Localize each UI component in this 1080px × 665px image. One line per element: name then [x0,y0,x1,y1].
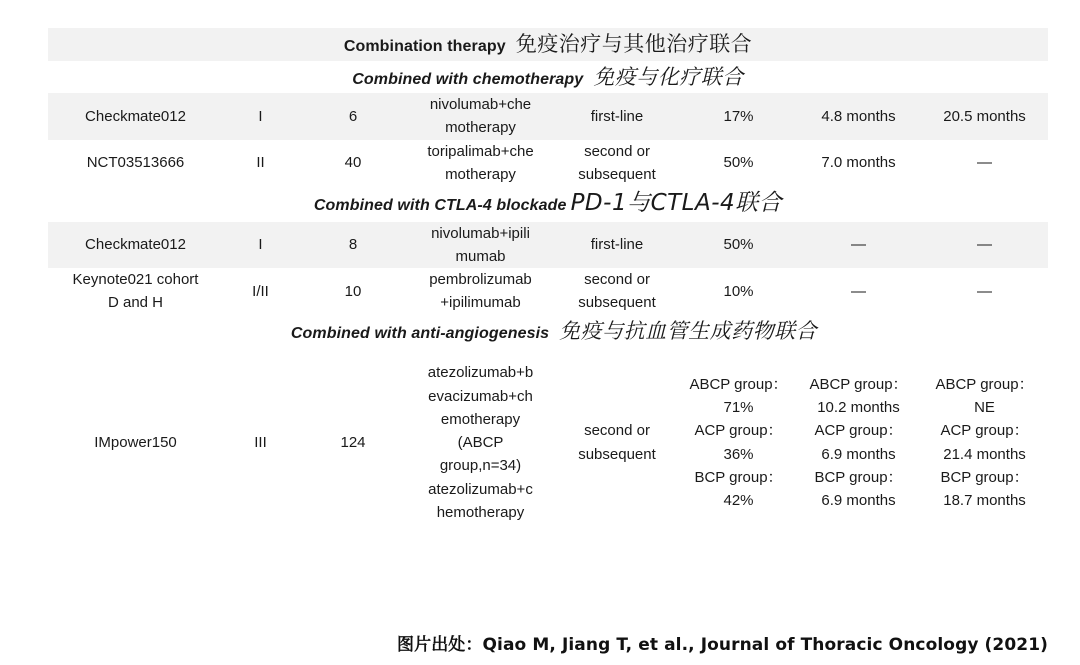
table-row [48,268,1048,315]
orr-text: BCP group： [694,468,783,486]
cell-line [553,268,681,315]
cell-orr [681,140,796,187]
regimen-line: +ipilimumab [440,294,521,312]
os-text: 20.5 months [943,107,1026,125]
os-text: — [977,236,993,254]
cell-orr [681,222,796,269]
cell-pfs [796,93,921,140]
trial-line: D and H [107,294,164,312]
section-label-cn: 免疫与化疗联合 [593,64,744,89]
regimen-line: atezolizumab+c [428,480,533,498]
os-text: BCP group： [940,468,1029,486]
pfs-text: BCP group： [814,468,903,486]
cell-line [553,140,681,187]
cell-orr [681,268,796,315]
orr-text: 42% [723,492,754,510]
table-row [48,93,1048,140]
cell-regimen [408,347,553,538]
cell-trial [48,268,223,315]
pfs-text: ABCP group： [809,375,908,393]
section-header-row [48,61,1048,94]
cell-pfs [796,347,921,538]
regimen-line: motherapy [445,119,516,137]
section-header-chemotherapy [48,61,1048,94]
section-header-ctla4 [48,186,1048,222]
line-text: second or [584,271,650,289]
table-title-en: Combination therapy [343,38,506,55]
cell-patients: 40 [298,140,408,187]
cell-trial: IMpower150 [48,347,223,538]
section-label-en: Combined with chemotherapy [352,70,584,88]
section-header-antiangiogenesis [48,315,1048,348]
section-label-en: Combined with anti-angiogenesis [290,324,550,342]
pfs-text: ACP group： [814,422,903,440]
cell-patients: 6 [298,93,408,140]
orr-text: 71% [723,399,754,417]
regimen-line: group,n=34) [439,457,522,475]
section-header-row [48,186,1048,222]
cell-trial: Checkmate012 [48,222,223,269]
line-text: subsequent [578,294,656,312]
regimen-line: pembrolizumab [429,271,532,289]
pfs-text: 7.0 months [821,154,896,172]
os-text: NE [974,399,995,417]
source-credit: 图片出处：Qiao M, Jiang T, et al., Journal of Thoracic Oncology (2021) [397,635,1048,655]
orr-text: ABCP group： [689,375,788,393]
regimen-line: evacizumab+ch [428,387,533,405]
cell-phase: I [223,93,298,140]
pfs-text: — [851,282,866,300]
cell-os [921,268,1048,315]
table-title-cell [48,28,1048,61]
trial-line: Keynote021 cohort [72,271,199,289]
pfs-text: — [851,236,866,254]
os-text: ABCP group： [935,375,1034,393]
regimen-line: (ABCP [457,434,504,452]
section-label-en: Combined with CTLA-4 blockade [313,197,567,215]
regimen-line: toripalimab+che [427,142,534,160]
orr-text: 10% [723,282,754,300]
cell-os [921,93,1048,140]
os-text: — [977,154,993,172]
cell-pfs [796,140,921,187]
regimen-line: mumab [455,247,506,265]
line-text: second or [584,422,650,440]
table-row [48,222,1048,269]
cell-regimen [408,140,553,187]
section-header-row [48,315,1048,348]
orr-text: 50% [723,154,754,172]
cell-line [553,347,681,538]
cell-patients: 10 [298,268,408,315]
cell-pfs [796,222,921,269]
orr-text: ACP group： [694,422,783,440]
cell-trial: NCT03513666 [48,140,223,187]
line-text: first-line [590,236,644,254]
orr-text: 17% [723,107,754,125]
cell-os [921,347,1048,538]
cell-orr [681,347,796,538]
cell-phase: II [223,140,298,187]
cell-line [553,222,681,269]
line-text: second or [584,142,650,160]
regimen-line: emotherapy [440,410,521,428]
cell-os [921,222,1048,269]
os-text: 21.4 months [943,445,1026,463]
cell-orr [681,93,796,140]
orr-text: 36% [723,445,754,463]
table-title-row [48,28,1048,61]
regimen-line: nivolumab+ipili [431,224,530,242]
trials-table [48,28,1048,538]
cell-phase: III [223,347,298,538]
pfs-text: 6.9 months [821,492,896,510]
combination-therapy-table [48,28,1048,538]
cell-phase: I [223,222,298,269]
pfs-text: 6.9 months [821,445,896,463]
cell-patients: 8 [298,222,408,269]
pfs-text: 10.2 months [817,399,900,417]
section-label-cn: PD-1与CTLA-4联合 [570,190,783,217]
orr-text: 50% [723,236,754,254]
table-row [48,347,1048,538]
cell-regimen [408,222,553,269]
regimen-line: motherapy [445,165,516,183]
cell-line [553,93,681,140]
cell-pfs [796,268,921,315]
section-label-cn: 免疫与抗血管生成药物联合 [559,318,818,343]
pfs-text: 4.8 months [821,107,896,125]
regimen-line: nivolumab+che [429,96,532,114]
table-row [48,140,1048,187]
cell-trial: Checkmate012 [48,93,223,140]
cell-regimen [408,93,553,140]
cell-os [921,140,1048,187]
table-title-cn: 免疫治疗与其他治疗联合 [515,32,753,56]
cell-patients: 124 [298,347,408,538]
os-text: ACP group： [940,422,1029,440]
os-text: — [977,282,993,300]
os-text: 18.7 months [943,492,1026,510]
cell-regimen [408,268,553,315]
cell-phase: I/II [223,268,298,315]
line-text: subsequent [578,445,656,463]
regimen-line: hemotherapy [436,503,525,521]
line-text: first-line [590,107,644,125]
regimen-line: atezolizumab+b [427,364,534,382]
line-text: subsequent [578,165,656,183]
